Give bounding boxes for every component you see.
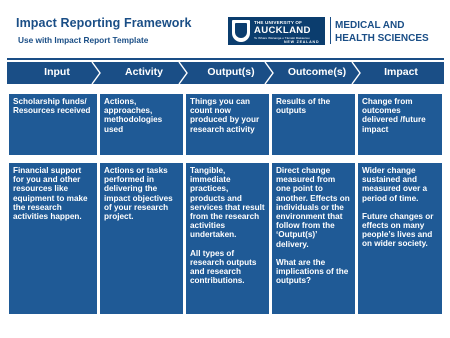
- logo-divider: [330, 17, 331, 44]
- faculty-name: [335, 20, 429, 45]
- header-band-rule: [7, 58, 444, 60]
- crest-icon: [232, 20, 250, 42]
- table-cell: [100, 163, 183, 314]
- cell-text: What are the implications of the outputs?: [276, 257, 349, 286]
- cell-text: Direct change measured from one point to another. Effects on individuals or the environment that follow from the ‘Output(s)’ delivery.: [276, 166, 350, 249]
- cell-text: Future changes or effects on many people’s lives and on wider society.: [362, 211, 434, 249]
- cell-text: Financial support for you and other resources like equipment to make the research activities happen.: [13, 166, 88, 222]
- table-cell: [358, 94, 442, 155]
- table-cell: [358, 163, 442, 314]
- cell-text: Tangible, immediate practices, products and services that result from the research activities undertaken.: [190, 166, 265, 240]
- table-cell: [9, 163, 97, 314]
- table-cell: [186, 163, 269, 314]
- cell-text: Wider change sustained and measured over a period of time.: [362, 166, 428, 203]
- cell-text: Change from outcomes delivered /future impact: [362, 97, 426, 134]
- column-header-outputs: Output(s): [207, 66, 255, 78]
- framework-title: Impact Reporting Framework: [16, 16, 192, 30]
- cell-text: Results of the outputs: [276, 97, 331, 116]
- faculty-name-line1: MEDICAL AND: [335, 20, 405, 31]
- logo-text-line1: THE UNIVERSITY OF: [254, 20, 303, 25]
- column-header-outcomes: Outcome(s): [287, 66, 347, 78]
- table-cell: [186, 94, 269, 155]
- framework-subtitle: Use with Impact Report Template: [18, 35, 149, 45]
- logo-text-line2: AUCKLAND: [254, 25, 311, 36]
- cell-text: All types of research outputs and research contributions.: [190, 248, 257, 286]
- table-cell: [272, 163, 355, 314]
- cell-text: Actions, approaches, methodologies used: [104, 97, 163, 134]
- column-header-impact: Impact: [384, 66, 418, 78]
- logo-text-line3: Te Whare Wānanga o Tāmaki Makaurau: [254, 36, 310, 40]
- table-cell: [272, 94, 355, 155]
- university-logo: [228, 17, 325, 45]
- logo-text-line4: NEW ZEALAND: [284, 39, 320, 44]
- cell-text: Actions or tasks performed in delivering the impact objectives of your research project.: [104, 166, 173, 222]
- faculty-name-line2: HEALTH SCIENCES: [335, 32, 429, 44]
- column-header-activity: Activity: [125, 66, 163, 78]
- cell-text: Things you can count now produced by your research activity: [190, 97, 260, 134]
- column-header-input: Input: [44, 66, 70, 78]
- table-cell: [100, 94, 183, 155]
- table-cell: [9, 94, 97, 155]
- cell-text: Scholarship funds/ Resources received: [13, 97, 91, 116]
